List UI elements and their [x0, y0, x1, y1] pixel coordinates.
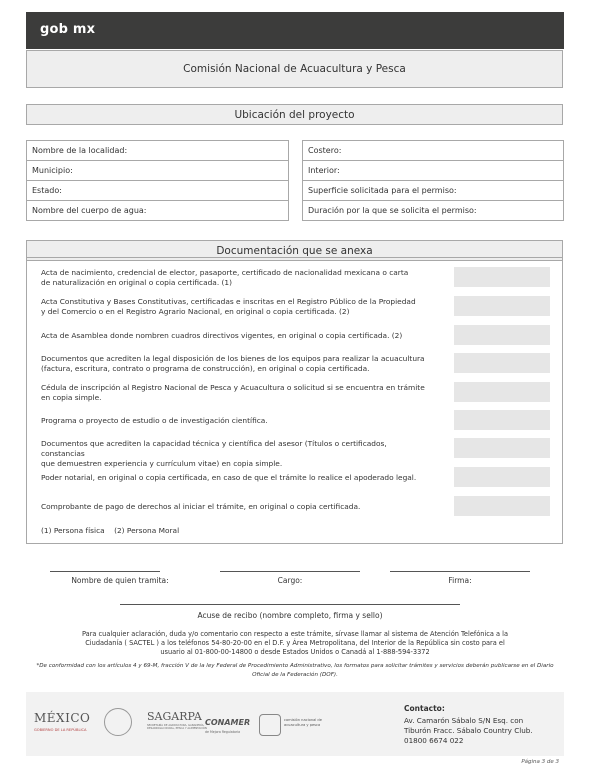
contact-paragraph: Para cualquier aclaración, duda y/o comentario con respecto a este trámite, sírvase llamar al sistema de Atención Telefónica a la Ciudadanía ( SACTEL ) a los teléfonos 54-80-20-00 en el D.F. y Área Metropolitana, del Interior de la República sin costo para el usuario al 01-800-00-14800 o desde Estados Unidos o Canadá al 1-888-594-3372: [81, 630, 509, 656]
seal-icon: [104, 708, 132, 736]
gobmx-header-bar: [26, 12, 564, 49]
doc-item-4: Documentos que acrediten la legal disposición de los bienes de los equipos para realizar la acuacultura (factura, escritura, contrato o programa de construcción), en original o copia certificada.: [41, 354, 425, 373]
doc-item-2: Acta Constitutiva y Bases Constitutivas, certificadas e inscritas en el Registro Público de la Propiedad y del Comercio o en el Registro Agrario Nacional, en original o copia certificada. (2): [41, 297, 416, 316]
doc-item-6: Programa o proyecto de estudio o de investigación científica.: [41, 416, 268, 425]
doc-item-1: Acta de nacimiento, credencial de elector, pasaporte, certificado de nacionalidad mexicana o carta de naturalización en original o copia certificada. (1): [41, 268, 409, 287]
mexico-logo-sub: GOBIERNO DE LA REPÚBLICA: [34, 728, 87, 732]
doc-checkbox-9[interactable]: [454, 496, 550, 516]
field-estado[interactable]: Estado:: [27, 181, 289, 201]
doc-item-5: Cédula de inscripción al Registro Nacional de Pesca y Acuacultura o solicitud si se encuentra en trámite en copia simple.: [41, 383, 425, 402]
label-cargo: Cargo:: [277, 576, 303, 585]
doc-checkbox-3[interactable]: [454, 325, 550, 345]
label-firma: Firma:: [448, 576, 472, 585]
label-acuse: Acuse de recibo (nombre completo, firma y sello): [197, 611, 383, 620]
doc-checkbox-6[interactable]: [454, 410, 550, 430]
field-costero[interactable]: Costero:: [303, 141, 564, 161]
contact-address: Av. Camarón Sábalo S/N Esq. con Tiburón Fracc. Sábalo Country Club. 01800 6674 022: [404, 716, 533, 745]
field-duracion[interactable]: Duración por la que se solicita el permiso:: [303, 201, 564, 221]
field-cuerpo-de-agua[interactable]: Nombre del cuerpo de agua:: [27, 201, 289, 221]
doc-item-9: Comprobante de pago de derechos al iniciar el trámite, en original o copia certificada.: [41, 502, 361, 511]
section-heading-documentacion: Documentación que se anexa: [26, 240, 563, 261]
doc-item-3: Acta de Asamblea donde nombren cuadros directivos vigentes, en original o copia certificada. (2): [41, 331, 403, 340]
conamer-sub: de Mejora Regulatoria: [205, 730, 241, 734]
field-superficie[interactable]: Superficie solicitada para el permiso:: [303, 181, 564, 201]
field-localidad[interactable]: Nombre de la localidad:: [27, 141, 289, 161]
page-title: Comisión Nacional de Acuacultura y Pesca: [26, 50, 563, 88]
conamer-logo: CONAMER: [205, 718, 251, 727]
signature-line-firma[interactable]: [390, 571, 530, 572]
doc-checkbox-4[interactable]: [454, 353, 550, 373]
doc-checkbox-7[interactable]: [454, 438, 550, 458]
label-nombre: Nombre de quien tramita:: [71, 576, 169, 585]
doc-item-8: Poder notarial, en original o copia certificada, en caso de que el trámite lo realice el apoderado legal.: [41, 473, 417, 482]
signature-line-nombre[interactable]: [50, 571, 160, 572]
conapesca-text: comisión nacional de acuacultura y pesca: [284, 718, 322, 727]
signature-line-acuse[interactable]: [120, 604, 460, 605]
field-interior[interactable]: Interior:: [303, 161, 564, 181]
section-heading-ubicacion: Ubicación del proyecto: [26, 104, 563, 125]
legal-note: *De conformidad con los artículos 4 y 69-M, fracción V de la ley Federal de Procedimiento Administrativo, los formatos para solicitar trámites y servicios deberán publicarse en el Diario Oficial de la Federación (DOF).: [36, 663, 554, 678]
conapesca-icon: [259, 714, 281, 736]
doc-item-7: Documentos que acrediten la capacidad técnica y científica del asesor (Títulos o certificados, constancias que demuestren experiencia y currículum vitae) en copia simple.: [41, 439, 387, 468]
doc-checkbox-2[interactable]: [454, 296, 550, 316]
location-fields-left: [26, 140, 289, 221]
field-municipio[interactable]: Municipio:: [27, 161, 289, 181]
mexico-logo: MÉXICO: [34, 711, 91, 725]
gobmx-logo: gob mx: [40, 22, 96, 37]
location-fields-right: [302, 140, 564, 221]
doc-checkbox-5[interactable]: [454, 382, 550, 402]
sagarpa-logo: SAGARPA: [147, 710, 202, 723]
contact-title: Contacto:: [404, 704, 445, 713]
doc-checkbox-8[interactable]: [454, 467, 550, 487]
footer-band: [26, 692, 564, 756]
doc-checkbox-1[interactable]: [454, 267, 550, 287]
page-number: Página 3 de 3: [521, 759, 559, 765]
persona-note: (1) Persona física (2) Persona Moral: [41, 526, 180, 535]
sagarpa-sub: SECRETARÍA DE AGRICULTURA, GANADERÍA, DESARROLLO RURAL, PESCA Y ALIMENTACIÓN: [147, 724, 207, 731]
signature-line-cargo[interactable]: [220, 571, 360, 572]
